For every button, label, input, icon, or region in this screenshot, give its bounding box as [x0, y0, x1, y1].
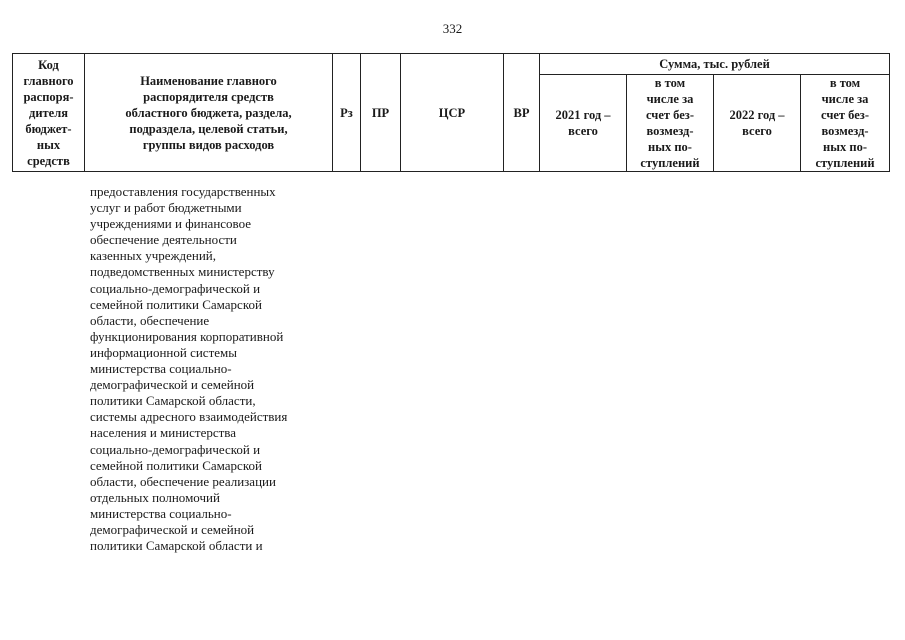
- header-vr: ВР: [504, 54, 540, 172]
- header-2021-free-receipts: в том числе за счет без- возмезд- ных по- ступлений: [627, 75, 714, 172]
- header-rz: Рз: [333, 54, 361, 172]
- header-sum-title: Сумма, тыс. рублей: [540, 54, 890, 75]
- header-2022-total: 2022 год – всего: [714, 75, 801, 172]
- header-csr: ЦСР: [401, 54, 504, 172]
- page-number: 332: [442, 21, 463, 36]
- header-2021-total: 2021 год – всего: [540, 75, 627, 172]
- header-name: Наименование главного распорядителя средств областного бюджета, раздела, подраздела, целевой статьи, группы видов расходов: [85, 54, 333, 172]
- header-code: Код главного распоря- дителя бюджет- ных средств: [13, 54, 85, 172]
- continued-row-text: предоставления государственных услуг и работ бюджетными учреждениями и финансовое обеспечение деятельности казенных учреждений, подведомственных министерству социально-демографической и семейной политики Самарской области, обеспечение функционирования корпоративной информационной системы министерства социально- демографической и семейной политики Самарской области, системы адресного взаимодействия населения и министерства социально-демографической и семейной политики Самарской области, обеспечение реализации отдельных полномочий министерства социально- демографической и семейной политики Самарской области и: [90, 184, 288, 554]
- header-pr: ПР: [361, 54, 401, 172]
- budget-table-header: [12, 53, 890, 172]
- header-2022-free-receipts: в том числе за счет без- возмезд- ных по- ступлений: [801, 75, 890, 172]
